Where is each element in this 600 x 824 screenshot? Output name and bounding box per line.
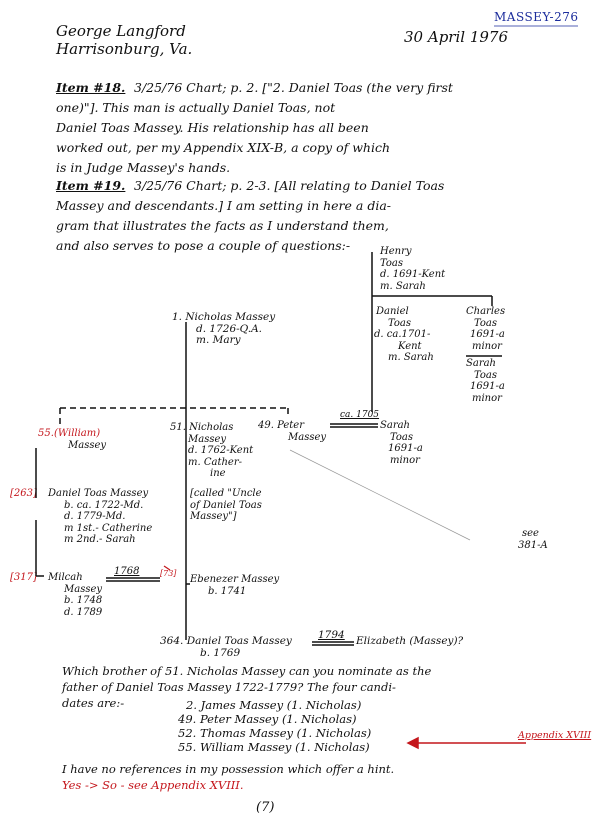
tree-node-peter: 49. Peter Massey [258, 420, 327, 443]
tree-node-william-number: 55. [38, 428, 54, 439]
item19-line-4: and also serves to pose a couple of questions:- [56, 238, 351, 253]
page-number: (7) [256, 800, 275, 815]
question-line-3: dates are:- [62, 696, 125, 710]
item19-line-2: Massey and descendants.] I am setting in here a dia- [56, 198, 392, 213]
tree-node-milcah: Milcah Massey b. 1748 d. 1789 [48, 572, 103, 618]
doc-code: MASSEY-276 [494, 10, 579, 24]
marriage-year-1768: 1768 [114, 566, 140, 577]
marriage-year-1705: ca. 1705 [340, 410, 380, 420]
question-line-1: Which brother of 51. Nicholas Massey can you nominate as the [62, 664, 432, 678]
candidate-2: 49. Peter Massey (1. Nicholas) [178, 712, 357, 726]
called-uncle-note: [called "Uncle of Daniel Toas Massey"] [190, 488, 262, 522]
item18-line-1: 3/25/76 Chart; p. 2. ["2. Daniel Toas (the very first [134, 80, 453, 95]
tree-node-henry-toas: Henry Toas d. 1691-Kent m. Sarah [380, 246, 446, 292]
item18-line-5: is in Judge Massey's hands. [56, 160, 231, 175]
item18-line-2: one)"]. This man is actually Daniel Toas, not [56, 100, 336, 115]
author-place: Harrisonburg, Va. [56, 40, 193, 58]
marriage-year-1794: 1794 [318, 629, 345, 641]
tree-node-ebenezer-number: [73] [160, 569, 177, 578]
tree-node-sarah-toas: Sarah Toas 1691-a minor [380, 420, 423, 466]
tree-node-daniel-toas: Daniel Toas d. ca.1701- Kent m. Sarah [374, 306, 434, 363]
tree-node-daniel-number: [263] [10, 488, 37, 499]
tree-node-sarah-minor: Sarah Toas 1691-a minor [466, 358, 505, 404]
tree-node-william: (William) Massey [54, 428, 107, 451]
tree-node-daniel-364: 364. Daniel Toas Massey b. 1769 [160, 635, 292, 659]
tree-node-charles-toas: Charles Toas 1691-a minor [466, 306, 506, 352]
item19-line-3: gram that illustrates the facts as I understand them, [56, 218, 389, 233]
item18-line-3: Daniel Toas Massey. His relationship has all been [56, 120, 369, 135]
closing-line-2: Yes -> So - see Appendix XVIII. [62, 778, 244, 792]
appendix-arrow-label: Appendix XVIII [518, 730, 592, 741]
item18-line-4: worked out, per my Appendix XIX-B, a copy of which [56, 140, 390, 155]
candidate-4: 55. William Massey (1. Nicholas) [178, 740, 370, 754]
tree-node-ebenezer: Ebenezer Massey b. 1741 [190, 574, 280, 597]
tree-node-milcah-number: [317] [10, 572, 37, 583]
item19-line-1: 3/25/76 Chart; p. 2-3. [All relating to Daniel Toas [134, 178, 445, 193]
tree-node-nicholas-1: 1. Nicholas Massey d. 1726-Q.A. m. Mary [172, 311, 276, 346]
tree-node-elizabeth: Elizabeth (Massey)? [356, 635, 464, 647]
see-381a-note: see 381-A [518, 528, 548, 551]
item18-label: Item #18. [56, 80, 126, 95]
tree-node-daniel-massey: Daniel Toas Massey b. ca. 1722-Md. d. 1779-Md. m 1st.- Catherine m 2nd.- Sarah [48, 488, 153, 545]
closing-line-1: I have no references in my possession which offer a hint. [62, 762, 395, 776]
letter-date: 30 April 1976 [404, 28, 508, 46]
question-line-2: father of Daniel Toas Massey 1722-1779? The four candi- [62, 680, 396, 694]
candidate-3: 52. Thomas Massey (1. Nicholas) [178, 726, 372, 740]
tree-node-nicholas-51: 51. Nicholas Massey d. 1762-Kent m. Cather- ine [170, 422, 254, 479]
item19-label: Item #19. [56, 178, 126, 193]
candidate-1: 2. James Massey (1. Nicholas) [186, 698, 362, 712]
author-name: George Langford [56, 22, 186, 40]
